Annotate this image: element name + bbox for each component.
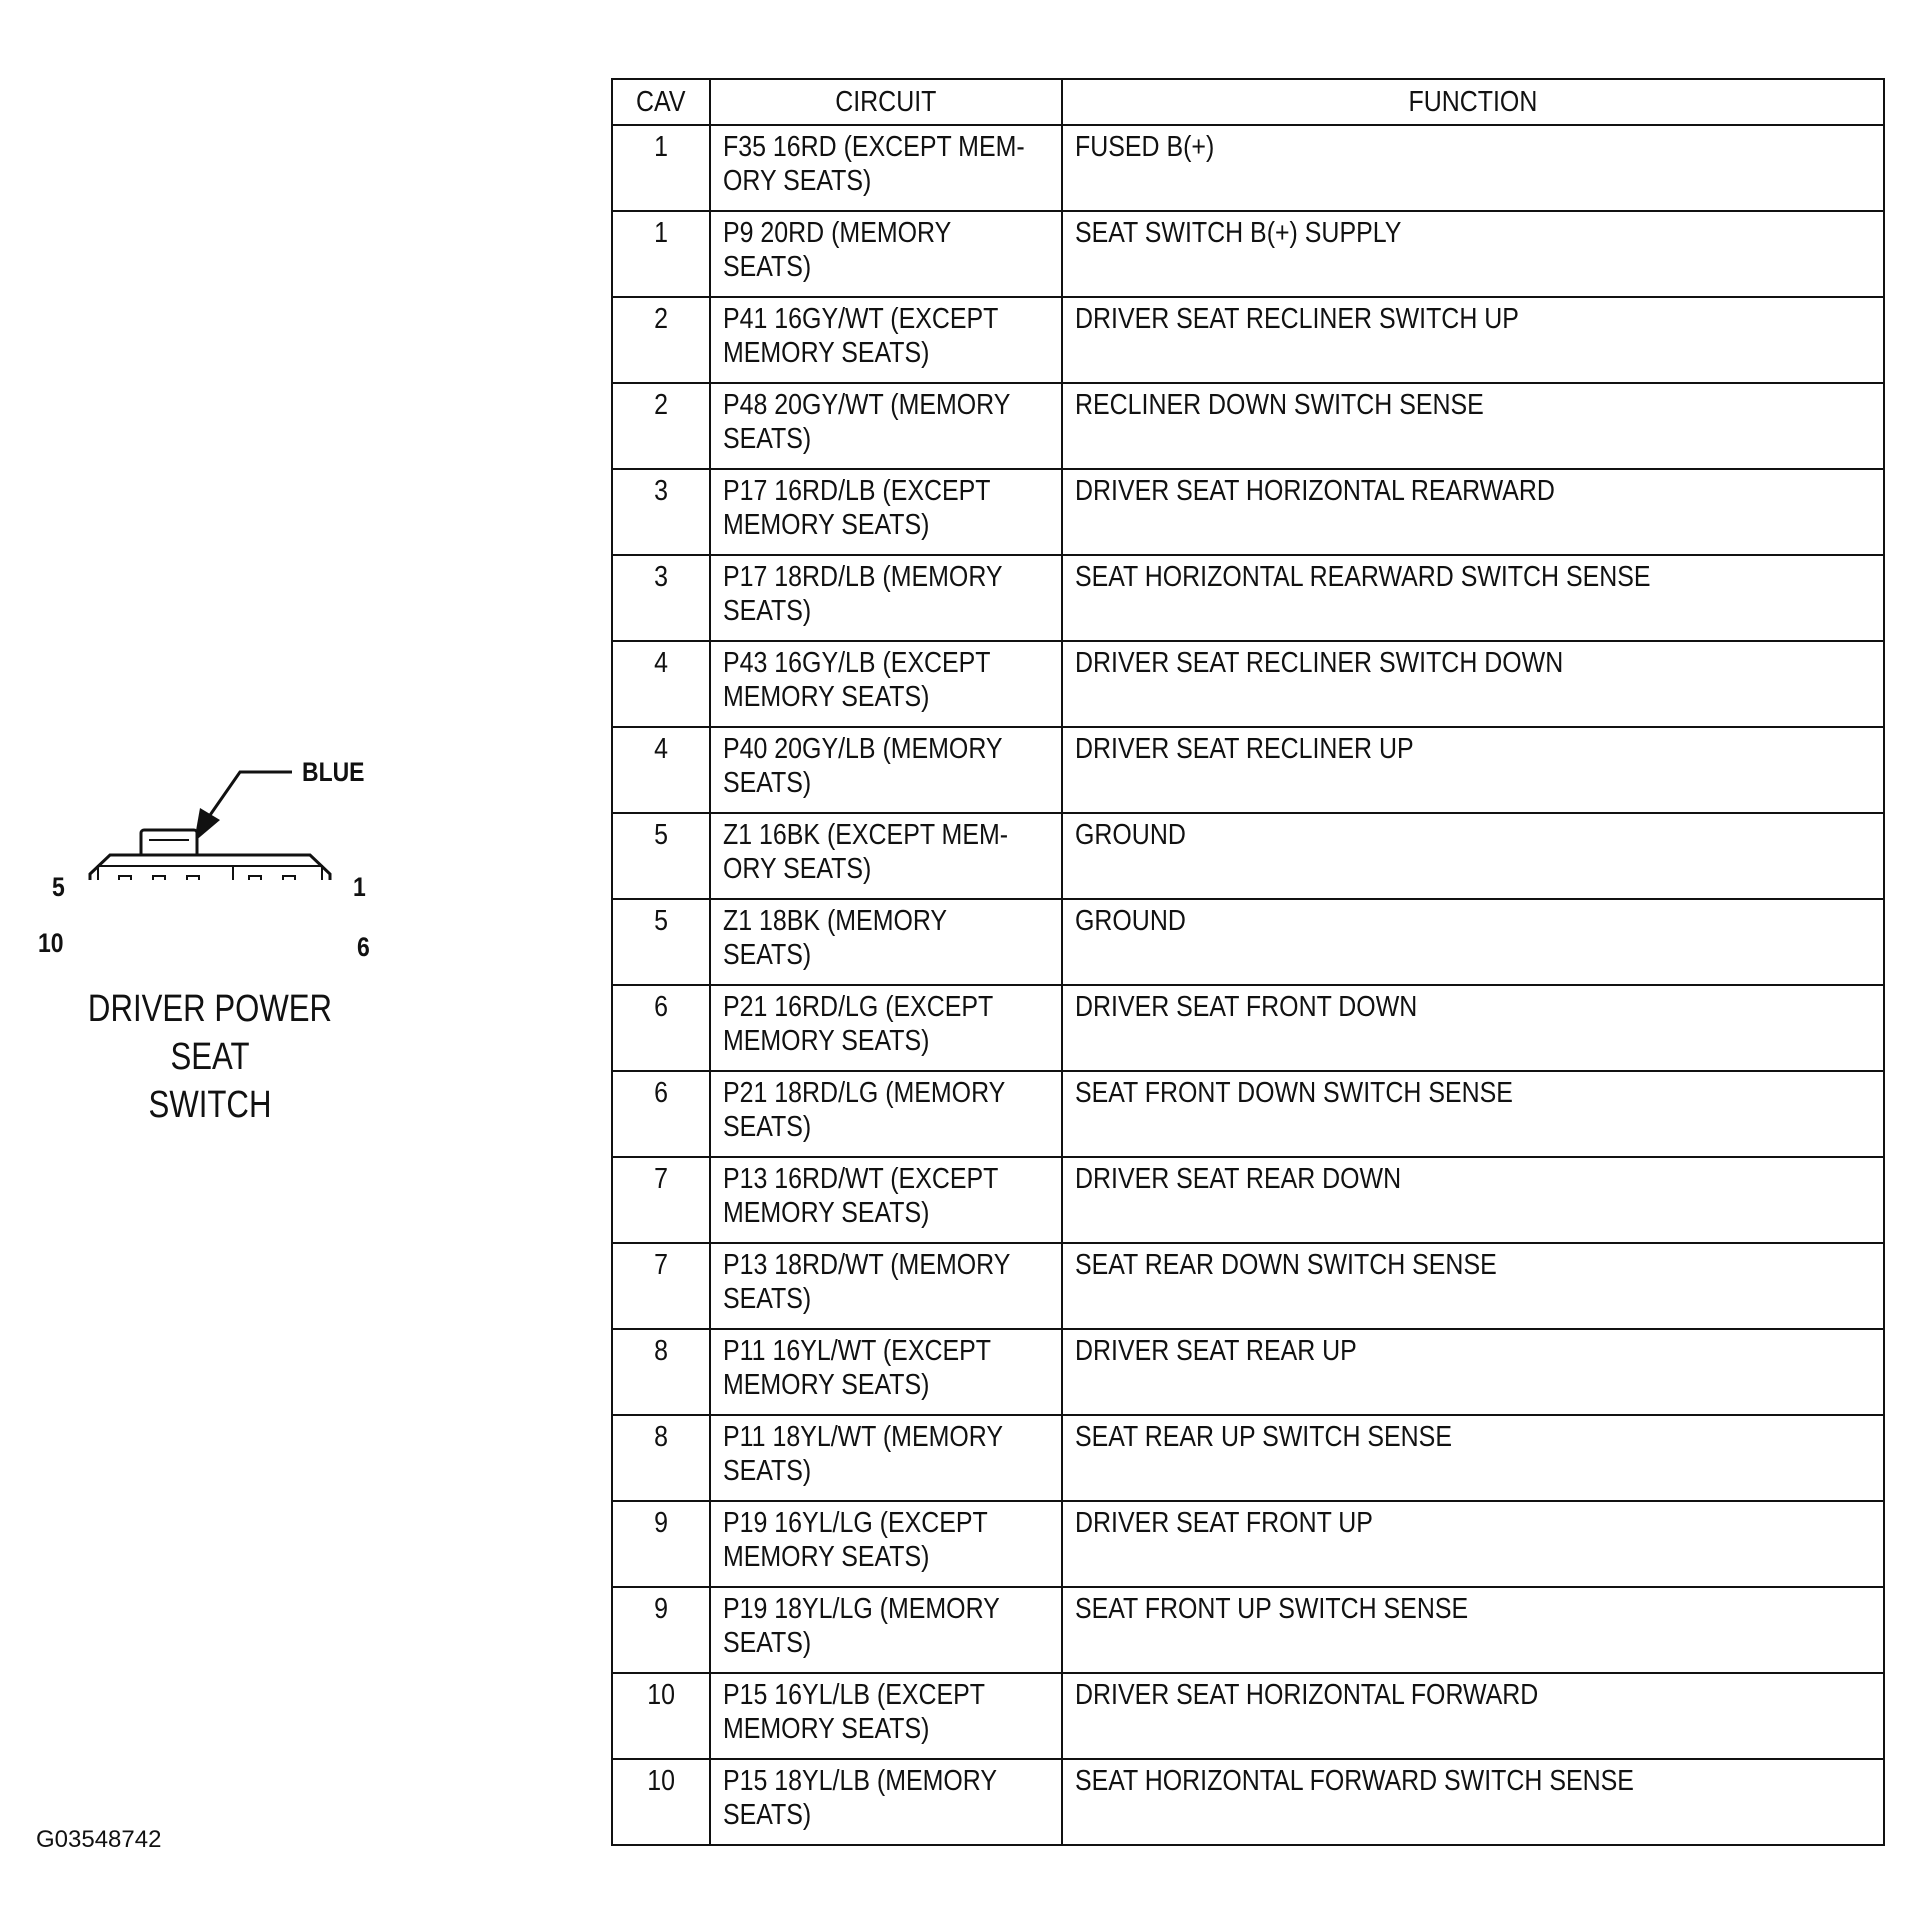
table-row (612, 125, 1884, 211)
circuit-cell (710, 727, 1062, 813)
table-row (612, 641, 1884, 727)
circuit-line-1: P11 18YL/WT (MEMORY (723, 1421, 1003, 1453)
cav-cell: 1 (612, 211, 710, 297)
table-row (612, 727, 1884, 813)
pinout-table (611, 78, 1885, 1846)
function-cell: SEAT REAR DOWN SWITCH SENSE (1062, 1243, 1884, 1329)
circuit-line-1: P48 20GY/WT (MEMORY (723, 389, 1011, 421)
circuit-line-1: P19 18YL/LG (MEMORY (723, 1593, 1000, 1625)
cav-cell: 4 (612, 727, 710, 813)
cav-cell: 5 (612, 813, 710, 899)
table-row (612, 469, 1884, 555)
circuit-cell (710, 211, 1062, 297)
cav-cell: 2 (612, 297, 710, 383)
header-cav: CAV (612, 79, 710, 125)
function-cell: DRIVER SEAT REAR UP (1062, 1329, 1884, 1415)
caption-line-2: SWITCH (148, 1084, 272, 1126)
cav-cell: 9 (612, 1587, 710, 1673)
caption-line-1: DRIVER POWER SEAT (87, 988, 333, 1078)
cav-cell: 2 (612, 383, 710, 469)
circuit-line-1: Z1 18BK (MEMORY (723, 905, 948, 937)
circuit-line-2: SEATS) (723, 939, 812, 971)
function-cell: FUSED B(+) (1062, 125, 1884, 211)
circuit-cell (710, 1243, 1062, 1329)
function-cell: DRIVER SEAT HORIZONTAL FORWARD (1062, 1673, 1884, 1759)
circuit-line-1: F35 16RD (EXCEPT MEM- (723, 131, 1025, 163)
circuit-line-2: SEATS) (723, 1799, 812, 1831)
circuit-line-2: MEMORY SEATS) (723, 337, 930, 369)
circuit-line-2: SEATS) (723, 1455, 812, 1487)
table-header-row (612, 79, 1884, 125)
circuit-cell (710, 899, 1062, 985)
function-cell: DRIVER SEAT RECLINER SWITCH UP (1062, 297, 1884, 383)
circuit-line-2: SEATS) (723, 595, 812, 627)
circuit-cell (710, 1157, 1062, 1243)
table-row (612, 985, 1884, 1071)
pin-label-5: 5 (52, 872, 65, 902)
circuit-cell (710, 1587, 1062, 1673)
circuit-line-1: P41 16GY/WT (EXCEPT (723, 303, 999, 335)
header-circuit: CIRCUIT (710, 79, 1062, 125)
circuit-cell (710, 125, 1062, 211)
cav-cell: 6 (612, 1071, 710, 1157)
function-cell: DRIVER SEAT FRONT UP (1062, 1501, 1884, 1587)
cav-cell: 10 (612, 1759, 710, 1845)
table-row (612, 383, 1884, 469)
function-cell: SEAT FRONT UP SWITCH SENSE (1062, 1587, 1884, 1673)
header-function: FUNCTION (1062, 79, 1884, 125)
circuit-cell (710, 297, 1062, 383)
circuit-line-2: SEATS) (723, 1111, 812, 1143)
pin-label-1: 1 (353, 872, 366, 902)
circuit-line-1: P17 16RD/LB (EXCEPT (723, 475, 991, 507)
function-cell: GROUND (1062, 813, 1884, 899)
circuit-line-2: ORY SEATS) (723, 853, 872, 885)
table-row (612, 1243, 1884, 1329)
cav-cell: 5 (612, 899, 710, 985)
cav-cell: 8 (612, 1415, 710, 1501)
cav-cell: 8 (612, 1329, 710, 1415)
cav-cell: 7 (612, 1243, 710, 1329)
function-cell: SEAT HORIZONTAL FORWARD SWITCH SENSE (1062, 1759, 1884, 1845)
circuit-cell (710, 1673, 1062, 1759)
connector-color-label: BLUE (302, 757, 365, 787)
circuit-line-2: MEMORY SEATS) (723, 681, 930, 713)
circuit-line-1: P9 20RD (MEMORY (723, 217, 952, 249)
circuit-line-1: Z1 16BK (EXCEPT MEM- (723, 819, 1009, 851)
table-row (612, 1329, 1884, 1415)
table-row (612, 1415, 1884, 1501)
circuit-line-2: SEATS) (723, 1283, 812, 1315)
circuit-line-2: SEATS) (723, 767, 812, 799)
circuit-cell (710, 469, 1062, 555)
table-row (612, 1157, 1884, 1243)
function-cell: DRIVER SEAT RECLINER UP (1062, 727, 1884, 813)
color-leader-line (208, 772, 292, 818)
function-cell: SEAT HORIZONTAL REARWARD SWITCH SENSE (1062, 555, 1884, 641)
circuit-cell (710, 1071, 1062, 1157)
function-cell: SEAT FRONT DOWN SWITCH SENSE (1062, 1071, 1884, 1157)
circuit-line-2: MEMORY SEATS) (723, 509, 930, 541)
function-cell: DRIVER SEAT RECLINER SWITCH DOWN (1062, 641, 1884, 727)
cav-cell: 7 (612, 1157, 710, 1243)
table-row (612, 1587, 1884, 1673)
connector-face-drawing (0, 700, 420, 880)
circuit-cell (710, 985, 1062, 1071)
cav-cell: 4 (612, 641, 710, 727)
function-cell: GROUND (1062, 899, 1884, 985)
function-cell: DRIVER SEAT FRONT DOWN (1062, 985, 1884, 1071)
circuit-cell (710, 813, 1062, 899)
circuit-cell (710, 555, 1062, 641)
circuit-cell (710, 1759, 1062, 1845)
table-row (612, 1673, 1884, 1759)
table-row (612, 1071, 1884, 1157)
circuit-line-1: P17 18RD/LB (MEMORY (723, 561, 1003, 593)
cav-cell: 9 (612, 1501, 710, 1587)
circuit-cell (710, 1329, 1062, 1415)
table-row (612, 899, 1884, 985)
table-row (612, 1759, 1884, 1845)
function-cell: SEAT REAR UP SWITCH SENSE (1062, 1415, 1884, 1501)
circuit-line-1: P15 18YL/LB (MEMORY (723, 1765, 998, 1797)
table-row (612, 211, 1884, 297)
circuit-line-2: MEMORY SEATS) (723, 1541, 930, 1573)
function-cell: DRIVER SEAT REAR DOWN (1062, 1157, 1884, 1243)
table-row (612, 297, 1884, 383)
circuit-cell (710, 383, 1062, 469)
circuit-line-1: P43 16GY/LB (EXCEPT (723, 647, 991, 679)
pin-label-10: 10 (38, 928, 64, 958)
circuit-line-1: P13 18RD/WT (MEMORY (723, 1249, 1011, 1281)
circuit-line-1: P15 16YL/LB (EXCEPT (723, 1679, 986, 1711)
table-row (612, 1501, 1884, 1587)
cav-cell: 3 (612, 469, 710, 555)
circuit-line-2: ORY SEATS) (723, 165, 872, 197)
pin-label-6: 6 (357, 932, 370, 962)
cav-cell: 6 (612, 985, 710, 1071)
circuit-line-1: P11 16YL/WT (EXCEPT (723, 1335, 991, 1367)
circuit-line-2: MEMORY SEATS) (723, 1713, 930, 1745)
circuit-line-2: MEMORY SEATS) (723, 1025, 930, 1057)
table-body (612, 125, 1884, 1845)
circuit-line-1: P40 20GY/LB (MEMORY (723, 733, 1003, 765)
circuit-line-1: P21 16RD/LG (EXCEPT (723, 991, 994, 1023)
cav-cell: 1 (612, 125, 710, 211)
cav-cell: 10 (612, 1673, 710, 1759)
table-row (612, 555, 1884, 641)
function-cell: SEAT SWITCH B(+) SUPPLY (1062, 211, 1884, 297)
cav-cell: 3 (612, 555, 710, 641)
figure-id: G03548742 (36, 1826, 162, 1853)
circuit-cell (710, 1415, 1062, 1501)
circuit-cell (710, 1501, 1062, 1587)
function-cell: RECLINER DOWN SWITCH SENSE (1062, 383, 1884, 469)
circuit-line-1: P19 16YL/LG (EXCEPT (723, 1507, 988, 1539)
circuit-line-2: MEMORY SEATS) (723, 1197, 930, 1229)
table-row (612, 813, 1884, 899)
circuit-line-2: SEATS) (723, 1627, 812, 1659)
circuit-line-2: SEATS) (723, 251, 812, 283)
connector-caption (54, 985, 366, 1129)
circuit-line-1: P13 16RD/WT (EXCEPT (723, 1163, 999, 1195)
circuit-line-2: MEMORY SEATS) (723, 1369, 930, 1401)
function-cell: DRIVER SEAT HORIZONTAL REARWARD (1062, 469, 1884, 555)
circuit-cell (710, 641, 1062, 727)
circuit-line-2: SEATS) (723, 423, 812, 455)
circuit-line-1: P21 18RD/LG (MEMORY (723, 1077, 1006, 1109)
